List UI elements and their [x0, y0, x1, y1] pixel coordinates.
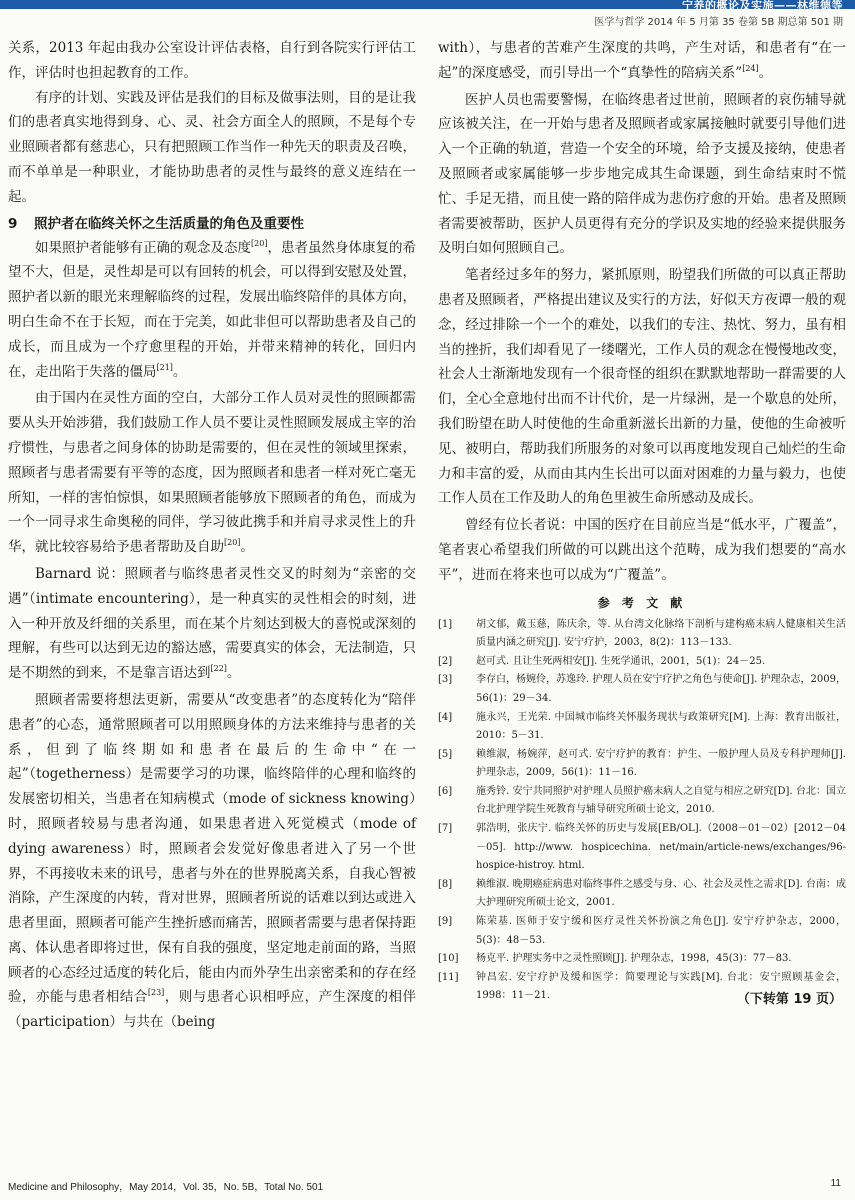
- reference-number: [1]: [438, 618, 453, 630]
- left-paragraph-5: [8, 562, 416, 686]
- right-paragraph-1-text-b: 。: [758, 64, 773, 81]
- reference-item: [438, 913, 846, 950]
- references-heading: 参 考 文 献: [597, 595, 687, 610]
- reference-number: [10]: [438, 953, 459, 965]
- left-column: [8, 36, 416, 1035]
- citation: [24]: [742, 63, 759, 73]
- left-paragraph-6-text-b: ，则与患者心识相呼应，产生深度的相伴（participation）与共在（being: [8, 989, 417, 1031]
- reference-item: [438, 876, 846, 913]
- reference-text: 陈荣基. 医师于安宁缓和医疗灵性关怀扮演之角色[J]. 安宁疗护杂志，2000，5(3)：48－53.: [476, 916, 846, 946]
- reference-item: [438, 616, 846, 653]
- citation: [20]: [251, 238, 268, 248]
- reference-item: [438, 820, 846, 876]
- section-heading: [8, 212, 416, 236]
- left-paragraph-4: [8, 386, 416, 560]
- left-paragraph-5-text-b: 。: [226, 665, 241, 682]
- reference-text: 施秀铃. 安宁共同照护对护理人员照护癌末病人之自觉与相应之研究[D]. 台北：国立台北护理学院生死教育与辅导研究所硕士论文，2010.: [476, 785, 846, 816]
- reference-number: [5]: [438, 748, 453, 760]
- right-paragraph-1-text: with），与患者的苦难产生深度的共鸣，产生对话，和患者有“在一起”的深度感受，而引导出一个“真挚性的陪病关系”: [438, 40, 846, 81]
- right-paragraph-3: 笔者经过多年的努力，紧抓原则，盼望我们所做的可以真正帮助患者及照顾者，严格提出建议及实行的方法，好似天方夜谭一般的观念，经过排除一个一个的难处，以我们的专注、热忱、努力，虽有相当的挫折，我们却看见了一缕曙光，工作人员的观念在慢慢地改变，社会人士渐渐地发现有一个很奇怪的组织在默默地帮助一群需要的人们，全心全意地付出而不计代价，是一片绿洲，是一个歇息的处所，我们盼望在助人时使他的生命重新滋长出新的力量，使他的生命被听见、被明白，帮助我们所服务的对象可以再度地发现自己灿烂的生命力和丰富的爱，从而由其内生长出可以面对困难的力量与毅力，也使工作人员在工作及助人的角色里被生命所感动及成长。: [438, 267, 846, 507]
- reference-text: 胡文郁，戴玉慈，陈庆余，等. 从台湾文化脉络下剖析与建构癌末病人健康相关生活质量内涵之研究[J]. 安宁疗护，2003，8(2)：113－133.: [476, 618, 846, 649]
- reference-item: [438, 746, 846, 783]
- continued-line: [438, 992, 846, 1024]
- citation: [20]: [224, 538, 241, 548]
- right-paragraph-1: [438, 36, 846, 86]
- right-paragraph-4: 曾经有位长者说：中国的医疗在目前应当是“低水平，广覆盖”，笔者衷心希望我们所做的可以跳出这个范畴，成为我们想要的“高水平”，进而在将来也可以成为“广覆盖”。: [438, 517, 846, 583]
- left-paragraph-3: [8, 236, 416, 385]
- reference-text: 施永兴，王光荣. 中国城市临终关怀服务现状与政策研究[M]. 上海：教育出版社，2010：5－31.: [476, 711, 846, 742]
- reference-item: [438, 653, 846, 672]
- right-paragraph-2: 医护人员也需要警惕，在临终患者过世前，照顾者的哀伤辅导就应该被关注，在一开始与患者及照顾者或家属接触时就要引导他们进入一个正确的轨道，营造一个安全的环境，给予支援及接纳，使患者及照顾者或家属能够一步步地完成其生命课题，到生命结束时不慌忙、手足无措，而且使一路的陪伴成为悲伤疗愈的开始。患者及照顾者需要被帮助，医护人员更得有充分的学识及实地的经验来提供服务及明白如何照顾自己。: [438, 91, 846, 257]
- reference-text: 杨克平. 护理实务中之灵性照顾[J]. 护理杂志，1998，45(3)：77－83.: [476, 953, 792, 965]
- running-title: 宁养的概论及实施——林维德等: [682, 0, 843, 12]
- left-paragraph-4-text-b: 。: [240, 539, 254, 556]
- reference-number: [11]: [438, 971, 459, 983]
- left-paragraph-3-text: 如果照护者能够有正确的观念及态度: [35, 239, 252, 256]
- header-band: [0, 0, 855, 12]
- reference-number: [4]: [438, 711, 453, 723]
- left-paragraph-1: 关系，2013 年起由我办公室设计评估表格，自行到各院实行评估工作，评估时也担起教育的工作。: [8, 40, 416, 81]
- section-title: 照护者在临终关怀之生活质量的角色及重要性: [34, 215, 304, 232]
- right-column: [438, 36, 846, 1024]
- left-paragraph-6: [8, 688, 416, 1035]
- journal-info: 医学与哲学 2014 年 5 月第 35 卷第 5B 期总第 501 期: [594, 17, 843, 28]
- left-paragraph-6-text: 照顾者需要将想法更新，需要从“改变患者”的态度转化为“陪伴患者”的心态，通常照顾者可以用照顾身体的方法来维持与患者的关系，但到了临终期如和患者在最后的生命中“在一起”（togetherness）是需要学习的功课，临终陪伴的心理和临终的发展密切相关，当患者在知病模式（mode of sickness knowing）时，照顾者较易与患者沟通，如果患者进入死觉模式（mode of dying awareness）时，照顾者会发觉好像患者进入了另一个世界，不再接收未来的讯号，患者与外在的世界脱离关系，自我心智被消除，产生深度的内转，背对世界，照顾者所说的话难以到达或进入患者里面，照顾者可能产生挫折感而痛苦，照顾者需要与患者保持距离、体认患者即将过世，保有自我的强度，坚定地走前面的路，当照顾者的心态经过适度的转化后，能由内而外孕生出亲密柔和的存在经验，亦能与患者相结合: [8, 691, 416, 1006]
- continued-note: （下转第 19 页）: [736, 992, 842, 1007]
- reference-number: [7]: [438, 823, 453, 835]
- left-paragraph-3-text-c: 。: [172, 363, 187, 380]
- reference-item: [438, 783, 846, 820]
- section-number: 9: [8, 215, 18, 232]
- left-paragraph-4-text: 由于国内在灵性方面的空白，大部分工作人员对灵性的照顾都需要从头开始涉猎，我们鼓励工作人员不要让灵性照顾发展成主宰的治疗惯性，与患者之间身体的协助是需要的，但在灵性的领域里探索，照顾者与患者需要有平等的态度，因为照顾者和患者一样对死亡毫无所知，一样的害怕惊惧，如果照顾者能够放下照顾者的角色，而成为一个一同寻求生命奥秘的同伴，学习彼此携手和并肩寻求灵性上的升华，就比较容易给予患者帮助及自助: [8, 390, 416, 556]
- reference-text: 李存白，杨婉伶，苏逸玲. 护理人员在安宁疗护之角色与使命[J]. 护理杂志，2009，56(1)：29－34.: [476, 674, 846, 704]
- reference-number: [9]: [438, 916, 453, 928]
- reference-number: [2]: [438, 655, 453, 667]
- reference-item: [438, 950, 846, 969]
- page-number: 11: [830, 1178, 841, 1189]
- citation: [23]: [147, 988, 165, 998]
- reference-number: [3]: [438, 674, 453, 686]
- reference-text: 赖维淑. 晚期癌症病患对临终事件之感受与身、心、社会及灵性之需求[D]. 台南：成大护理研究所硕士论文，2001.: [476, 878, 846, 909]
- left-paragraph-3-text-b: ，患者虽然身体康复的希望不大，但是，灵性却是可以有回转的机会，可以得到安慰及处置，照护者以新的眼光来理解临终的过程，发展出临终陪伴的具体方向，明白生命不在于长短，而在于完美，如此非但可以帮助患者及自己的成长，而且成为一个疗愈里程的开始，并带来精神的转化，回归内在，走出陷于失落的僵局: [8, 239, 417, 380]
- citation: [22]: [210, 664, 227, 674]
- reference-text: 郭浩明，张庆宁. 临终关怀的历史与发展[EB/OL].（2008－01－02）[2012－04－05]. http://www. hospicechina. net/main/article-news/exchanges/96-hospice-histroy. html.: [476, 823, 846, 872]
- reference-item: [438, 709, 846, 746]
- footer-journal: Medicine and Philosophy，May 2014，Vol. 35，No. 5B，Total No. 501: [8, 1182, 324, 1193]
- reference-number: [6]: [438, 785, 453, 797]
- references-list: [438, 616, 846, 1006]
- citation: [21]: [156, 362, 173, 372]
- reference-item: [438, 671, 846, 708]
- reference-text: 钟昌宏. 安宁疗护及缓和医学：简要理论与实践[M]. 台北：安宁照顾基金会，1998：11－21.: [476, 971, 846, 1002]
- reference-text: 赵可式. 且让生死两相安[J]. 生死学通讯，2001，5(1)：24－25.: [476, 655, 766, 667]
- left-paragraph-2: 有序的计划、实践及评估是我们的目标及做事法则，目的是让我们的患者真实地得到身、心、灵、社会方面全人的照顾，不是每个专业照顾者都有慈悲心，只有把照顾工作当作一种先天的职责及召唤，而不单单是一种职业，才能协助患者的灵性与最终的意义连结在一起。: [8, 89, 416, 205]
- reference-text: 赖维淑，杨婉萍，赵可式. 安宁疗护的教育：护生、一般护理人员及专科护理师[J]. 护理杂志，2009，56(1)：11－16.: [476, 748, 846, 779]
- reference-number: [8]: [438, 878, 453, 890]
- left-paragraph-5-text: Barnard 说：照顾者与临终患者灵性交叉的时刻为“亲密的交遇”（intimate encountering），是一种真实的灵性相会的时刻，进入一种开放及纤细的关系里，而在某个片刻达到极大的喜悦或深刻的理解，有些可以达到无边的豁达感，需要真实的体会，无法制造，只是不期然的到来，不是靠言语达到: [8, 565, 416, 682]
